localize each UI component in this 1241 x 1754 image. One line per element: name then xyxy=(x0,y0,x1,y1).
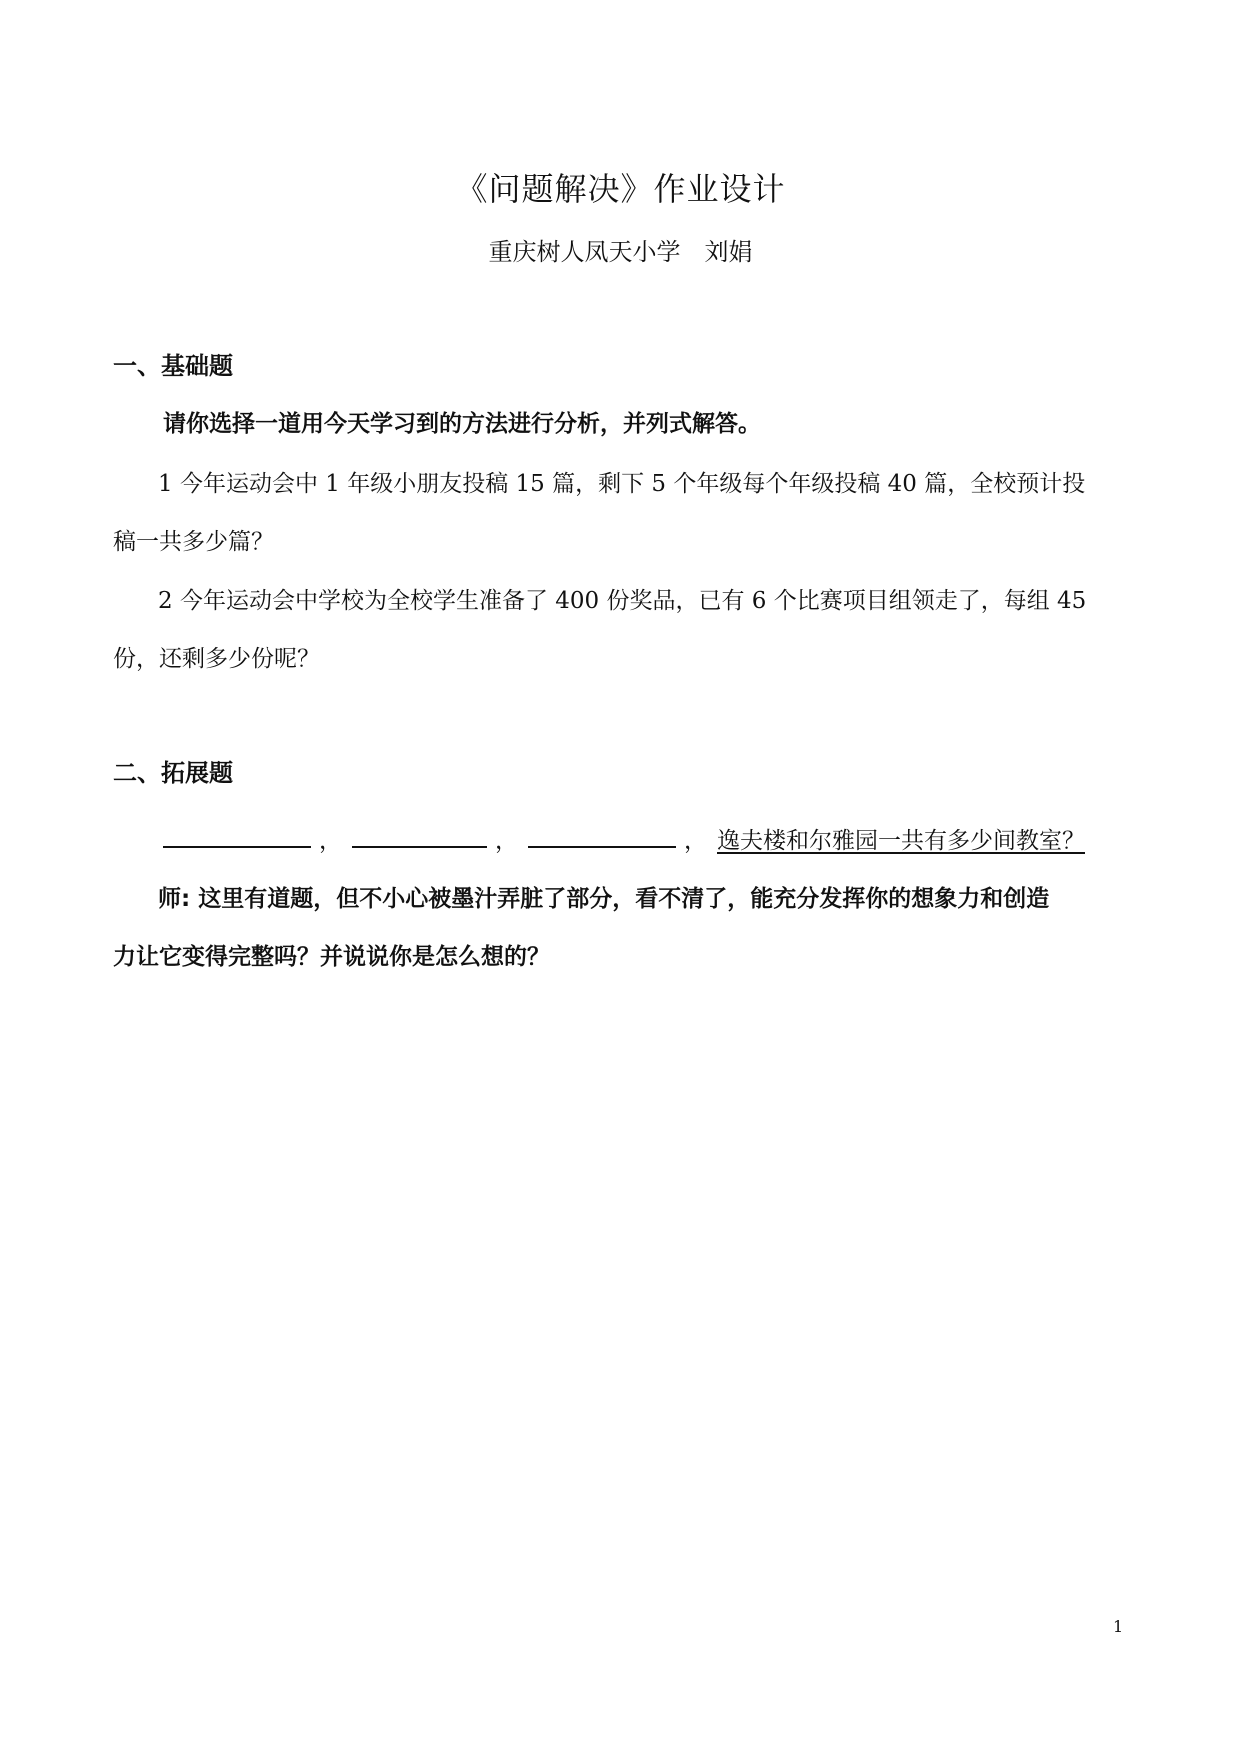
question-1-line-1: 1 今年运动会中 1 年级小朋友投稿 15 篇，剩下 5 个年级每个年级投稿 40 篇，全校预计投 xyxy=(158,471,1086,497)
blank-line-3 xyxy=(528,845,676,848)
question-tail: 逸夫楼和尔雅园一共有多少间教室？ xyxy=(717,828,1085,854)
instruction-text: 请你选择一道用今天学习到的方法进行分析，并列式解答。 xyxy=(163,411,761,437)
fill-in-question-row xyxy=(163,822,1085,855)
document-author-line: 重庆树人凤天小学 刘娟 xyxy=(488,238,753,266)
question-2-line-1: 2 今年运动会中学校为全校学生准备了 400 份奖品，已有 6 个比赛项目组领走了，每组 45 xyxy=(158,588,1087,614)
blank-line-1 xyxy=(163,845,311,848)
blank-line-2 xyxy=(352,845,487,848)
comma-1: ， xyxy=(319,828,342,854)
page-number: 1 xyxy=(1113,1617,1124,1636)
section-heading-extended: 二、拓展题 xyxy=(113,759,233,787)
section-heading-basic: 一、基础题 xyxy=(113,352,233,380)
question-1-line-2: 稿一共多少篇？ xyxy=(113,529,274,555)
question-2-line-2: 份，还剩多少份呢？ xyxy=(113,646,320,672)
teacher-prompt-line-1: 师: 这里有道题，但不小心被墨汁弄脏了部分，看不清了，能充分发挥你的想象力和创造 xyxy=(158,886,1050,912)
teacher-prompt-line-2: 力让它变得完整吗？并说说你是怎么想的？ xyxy=(113,944,550,970)
comma-2: ， xyxy=(495,828,518,854)
document-title: 《问题解决》作业设计 xyxy=(455,170,786,208)
comma-3: ， xyxy=(684,828,707,854)
